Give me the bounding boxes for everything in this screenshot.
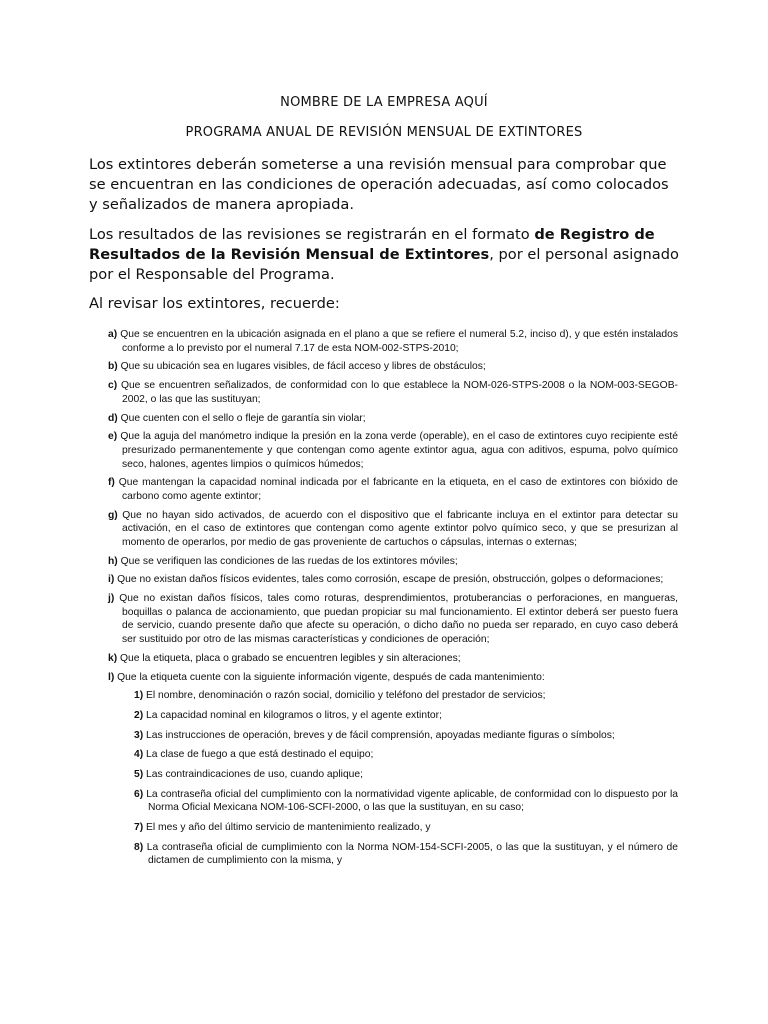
sublist-text: La clase de fuego a que está destinado el equipo; — [146, 749, 374, 761]
list-marker: d) — [108, 412, 118, 424]
sublist-item — [134, 821, 678, 835]
list-marker: a) — [108, 329, 118, 340]
list-marker: h) — [108, 555, 118, 567]
list-text: Que no existan daños físicos evidentes, tales como corrosión, escape de presión, obstrucción, golpes o deformaciones; — [117, 574, 664, 586]
list-text: Que la aguja del manómetro indique la presión en la zona verde (operable), en el caso de extintores cuyo recipiente esté presurizado permanentemente y que contengan como agente extintor agua, agua con aditivos, espuma, polvo químico seco, halones, agentes limpios o químicos húmedos; — [120, 431, 678, 470]
list-item — [108, 509, 678, 550]
list-marker: f) — [108, 477, 115, 489]
sublist-text: La contraseña oficial de cumplimiento con la Norma NOM-154-SCFI-2005, o las que la sustituyan, y el número de dictamen de cumplimiento con la misma, y — [146, 841, 678, 867]
sublist-text: El nombre, denominación o razón social, domicilio y teléfono del prestador de servicios; — [146, 690, 546, 702]
sublist-text: La capacidad nominal en kilogramos o litros, y el agente extintor; — [146, 710, 442, 721]
list-text: Que su ubicación sea en lugares visibles, de fácil acceso y libres de obstáculos; — [120, 361, 486, 373]
sublist-marker: 7) — [134, 822, 144, 834]
sublist-text: Las contraindicaciones de uso, cuando aplique; — [146, 769, 363, 781]
list-marker: l) — [108, 671, 115, 683]
list-text: Que la etiqueta, placa o grabado se encuentren legibles y sin alteraciones; — [120, 652, 461, 664]
sublist-item — [134, 788, 678, 815]
sublist-text: El mes y año del último servicio de mantenimiento realizado, y — [146, 822, 431, 834]
form-name: de Registro de Resultados de la Revisión Mensual de Extintores — [89, 226, 655, 263]
sublist-item — [134, 709, 678, 723]
list-item — [108, 328, 678, 355]
list-text: Que se verifiquen las condiciones de las ruedas de los extintores móviles; — [120, 555, 458, 567]
list-item — [108, 555, 678, 569]
intro-paragraph-3: Al revisar los extintores, recuerde: — [89, 295, 340, 312]
list-marker: k) — [108, 652, 118, 664]
sublist — [134, 689, 678, 868]
sublist-marker: 5) — [134, 769, 144, 781]
list-text: Que no existan daños físicos, tales como roturas, desprendimientos, protuberancias o perforaciones, en mangueras, boquillas o palanca de accionamiento, que puedan propiciar su mal funcionamiento. El extintor deberá ser puesto fuera de servicio, cuando presente daño que afecte su operación, o dicho daño no pueda ser reparado, en cuyo caso deberá ser sustituido por otro de las mismas características y condiciones de operación; — [119, 593, 678, 645]
sublist-text: La contraseña oficial del cumplimiento con la normatividad vigente aplicable, de conformidad con lo dispuesto por la Norma Oficial Mexicana NOM-106-SCFI-2000, o las que la sustituyan, en su caso; — [146, 788, 678, 814]
sublist-marker: 6) — [134, 788, 144, 800]
list-item — [108, 360, 678, 374]
company-name: NOMBRE DE LA EMPRESA AQUÍ — [280, 95, 488, 110]
list-text: Que mantengan la capacidad nominal indicada por el fabricante en la etiqueta, en el caso de extintores con bióxido de carbono como agente extintor; — [118, 477, 678, 502]
sublist-marker: 3) — [134, 729, 144, 741]
list-text: Que se encuentren señalizados, de conformidad con lo que establece la NOM-026-STPS-2008 o la NOM-003-SEGOB-2002, o las que las sustituyan; — [120, 380, 678, 405]
program-title: PROGRAMA ANUAL DE REVISIÓN MENSUAL DE EXTINTORES — [185, 125, 583, 140]
list-item — [108, 592, 678, 646]
sublist-marker: 8) — [134, 841, 144, 853]
list-marker: b) — [108, 361, 118, 373]
list-marker: i) — [108, 574, 115, 586]
list-item — [108, 430, 678, 471]
list-text: Que no hayan sido activados, de acuerdo con el dispositivo que el fabricante incluya en el extintor para detectar su activación, en el caso de extintores que contengan como agente extintor polvo químico seco, y que se presurizan al momento de operarlos, por medio de gas proveniente de cartuchos o cápsulas, internas o externas; — [122, 509, 678, 548]
sublist-marker: 1) — [134, 690, 144, 702]
intro-p2-before: Los resultados de las revisiones se registrarán en el formato — [89, 226, 535, 243]
checklist — [108, 328, 678, 874]
list-item — [108, 379, 678, 406]
list-marker: j) — [108, 593, 115, 605]
sublist-item — [134, 841, 678, 868]
list-text: Que la etiqueta cuente con la siguiente información vigente, después de cada mantenimiento: — [117, 671, 545, 683]
list-marker: c) — [108, 380, 118, 392]
intro-p2-after: , por el personal asignado por el Responsable del Programa. — [89, 246, 679, 283]
list-item — [108, 412, 678, 426]
list-marker: e) — [108, 431, 118, 443]
list-text: Que cuenten con el sello o fleje de garantía sin violar; — [120, 412, 366, 424]
sublist-item — [134, 689, 678, 703]
list-item — [108, 652, 678, 666]
list-marker: g) — [108, 509, 118, 521]
list-item — [108, 573, 678, 587]
sublist-item — [134, 768, 678, 782]
sublist-item — [134, 748, 678, 762]
list-text: Que se encuentren en la ubicación asignada en el plano a que se refiere el numeral 5.2, inciso d), y que estén instalados conforme a lo previsto por el numeral 7.17 de esta NOM-002-STPS-2010; — [120, 329, 678, 354]
intro-paragraph-1: Los extintores deberán someterse a una revisión mensual para comprobar que se encuentran en las condiciones de operación adecuadas, así como colocados y señalizados de manera apropiada. — [89, 156, 669, 213]
sublist-text: Las instrucciones de operación, breves y de fácil comprensión, apoyadas mediante figuras o símbolos; — [146, 729, 615, 741]
list-item — [108, 671, 678, 685]
intro-paragraph-2 — [89, 225, 679, 285]
sublist-item — [134, 729, 678, 743]
list-item — [108, 476, 678, 503]
sublist-marker: 4) — [134, 749, 144, 761]
sublist-marker: 2) — [134, 710, 144, 721]
